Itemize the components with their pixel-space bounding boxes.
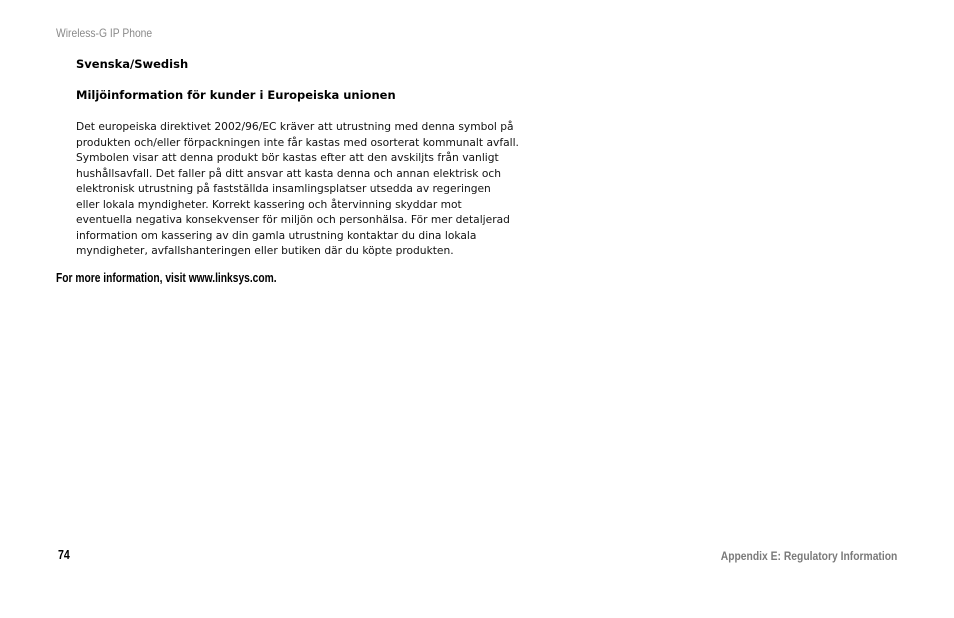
body-line: elektronisk utrustning på fastställda insamlingsplatser utsedda av regeringen [76, 182, 491, 195]
body-line: hushållsavfall. Det faller på ditt ansvar att kasta denna och annan elektrisk och [76, 166, 502, 180]
page-number: 74 [58, 548, 70, 562]
running-header: Wireless-G IP Phone [56, 26, 153, 40]
more-info-text: For more information, visit www.linksys.com. [56, 271, 277, 285]
body-line: information om kassering av din gamla utrustning kontaktar du dina lokala [76, 228, 477, 242]
body-line: Symbolen visar att denna produkt bör kastas efter att den avskiljts från vanligt [76, 151, 499, 164]
body-line: eller lokala myndigheter. Korrekt kassering och återvinning skyddar mot [76, 197, 462, 211]
language-heading: Svenska/Swedish [76, 57, 189, 71]
body-line: Det europeiska direktivet 2002/96/EC kräver att utrustning med denna symbol på [76, 120, 514, 133]
footer-section-label: Appendix E: Regulatory Information [720, 549, 897, 563]
body-line: myndigheter, avfallshanteringen eller butiken där du köpte produkten. [76, 244, 454, 257]
swedish-section [76, 56, 576, 259]
body-line: eventuella negativa konsekvenser för miljön och personhälsa. För mer detaljerad [76, 213, 510, 226]
section-title: Miljöinformation för kunder i Europeiska unionen [76, 88, 396, 102]
section-body [76, 119, 561, 259]
body-line: produkten och/eller förpackningen inte får kastas med osorterat kommunalt avfall. [76, 135, 519, 149]
